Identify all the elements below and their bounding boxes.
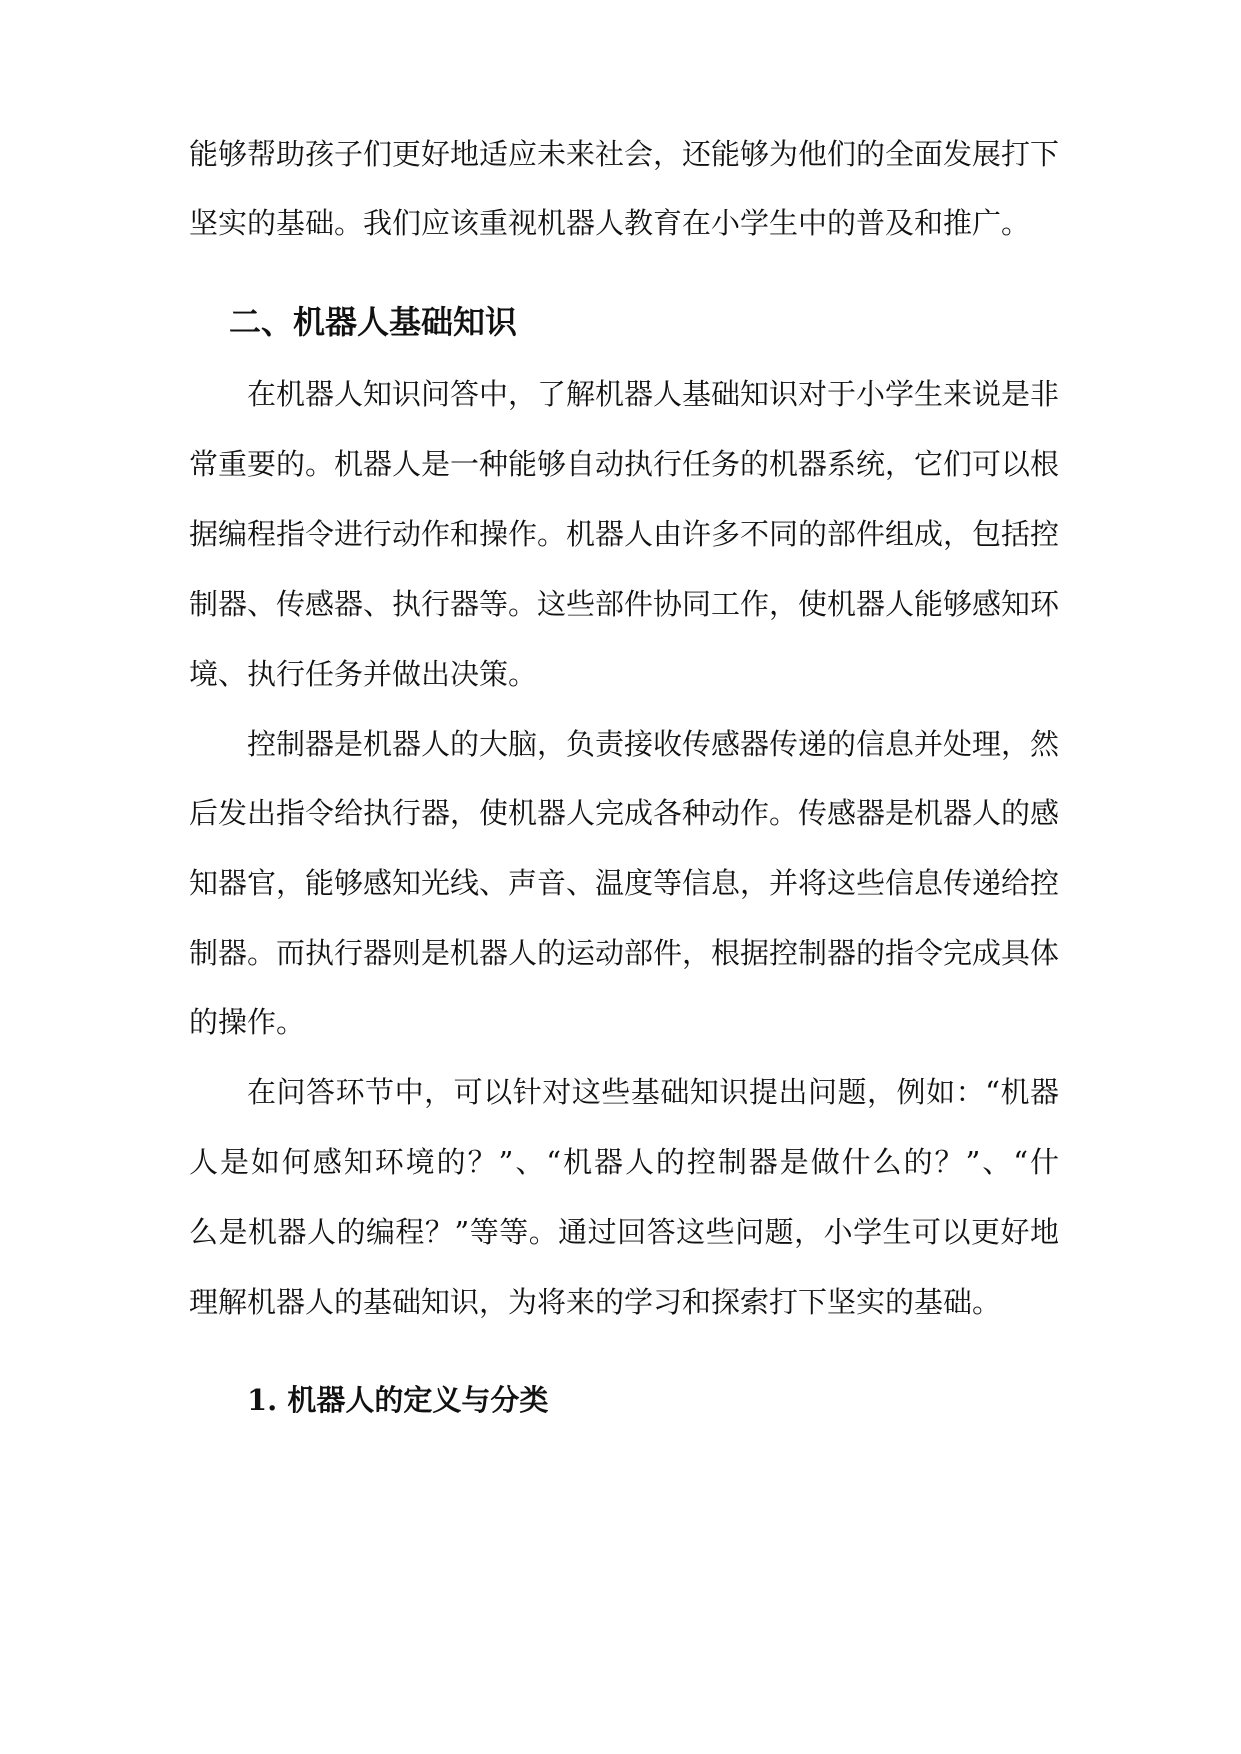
p3-line-3: 么是机器人的编程？”等等。通过回答这些问题，小学生可以更好地 <box>189 1215 1059 1249</box>
p3-line-1: 在问答环节中，可以针对这些基础知识提出问题，例如：“机器 <box>247 1075 1059 1109</box>
intro-line-2: 坚实的基础。我们应该重视机器人教育在小学生中的普及和推广。 <box>189 206 1031 240</box>
p2-line-5: 的操作。 <box>189 1005 306 1039</box>
p2-line-1: 控制器是机器人的大脑，负责接收传感器传递的信息并处理，然 <box>247 727 1060 761</box>
p1-line-1: 在机器人知识问答中，了解机器人基础知识对于小学生来说是非 <box>247 377 1060 411</box>
p3-line-2: 人是如何感知环境的？”、“机器人的控制器是做什么的？”、“什 <box>189 1145 1059 1179</box>
section-heading: 二、机器人基础知识 <box>229 303 518 341</box>
intro-line-1: 能够帮助孩子们更好地适应未来社会，还能够为他们的全面发展打下 <box>189 137 1060 171</box>
subsection-heading: 1. 机器人的定义与分类 <box>247 1383 549 1417</box>
p1-line-3: 据编程指令进行动作和操作。机器人由许多不同的部件组成，包括控 <box>189 517 1060 551</box>
p1-line-5: 境、执行任务并做出决策。 <box>189 657 538 691</box>
p2-line-3: 知器官，能够感知光线、声音、温度等信息，并将这些信息传递给控 <box>189 866 1060 900</box>
p2-line-2: 后发出指令给执行器，使机器人完成各种动作。传感器是机器人的感 <box>189 796 1060 830</box>
p2-line-4: 制器。而执行器则是机器人的运动部件，根据控制器的指令完成具体 <box>189 936 1060 970</box>
p1-line-2: 常重要的。机器人是一种能够自动执行任务的机器系统，它们可以根 <box>189 447 1060 481</box>
p1-line-4: 制器、传感器、执行器等。这些部件协同工作，使机器人能够感知环 <box>189 587 1060 621</box>
p3-line-4: 理解机器人的基础知识，为将来的学习和探索打下坚实的基础。 <box>189 1285 1002 1319</box>
